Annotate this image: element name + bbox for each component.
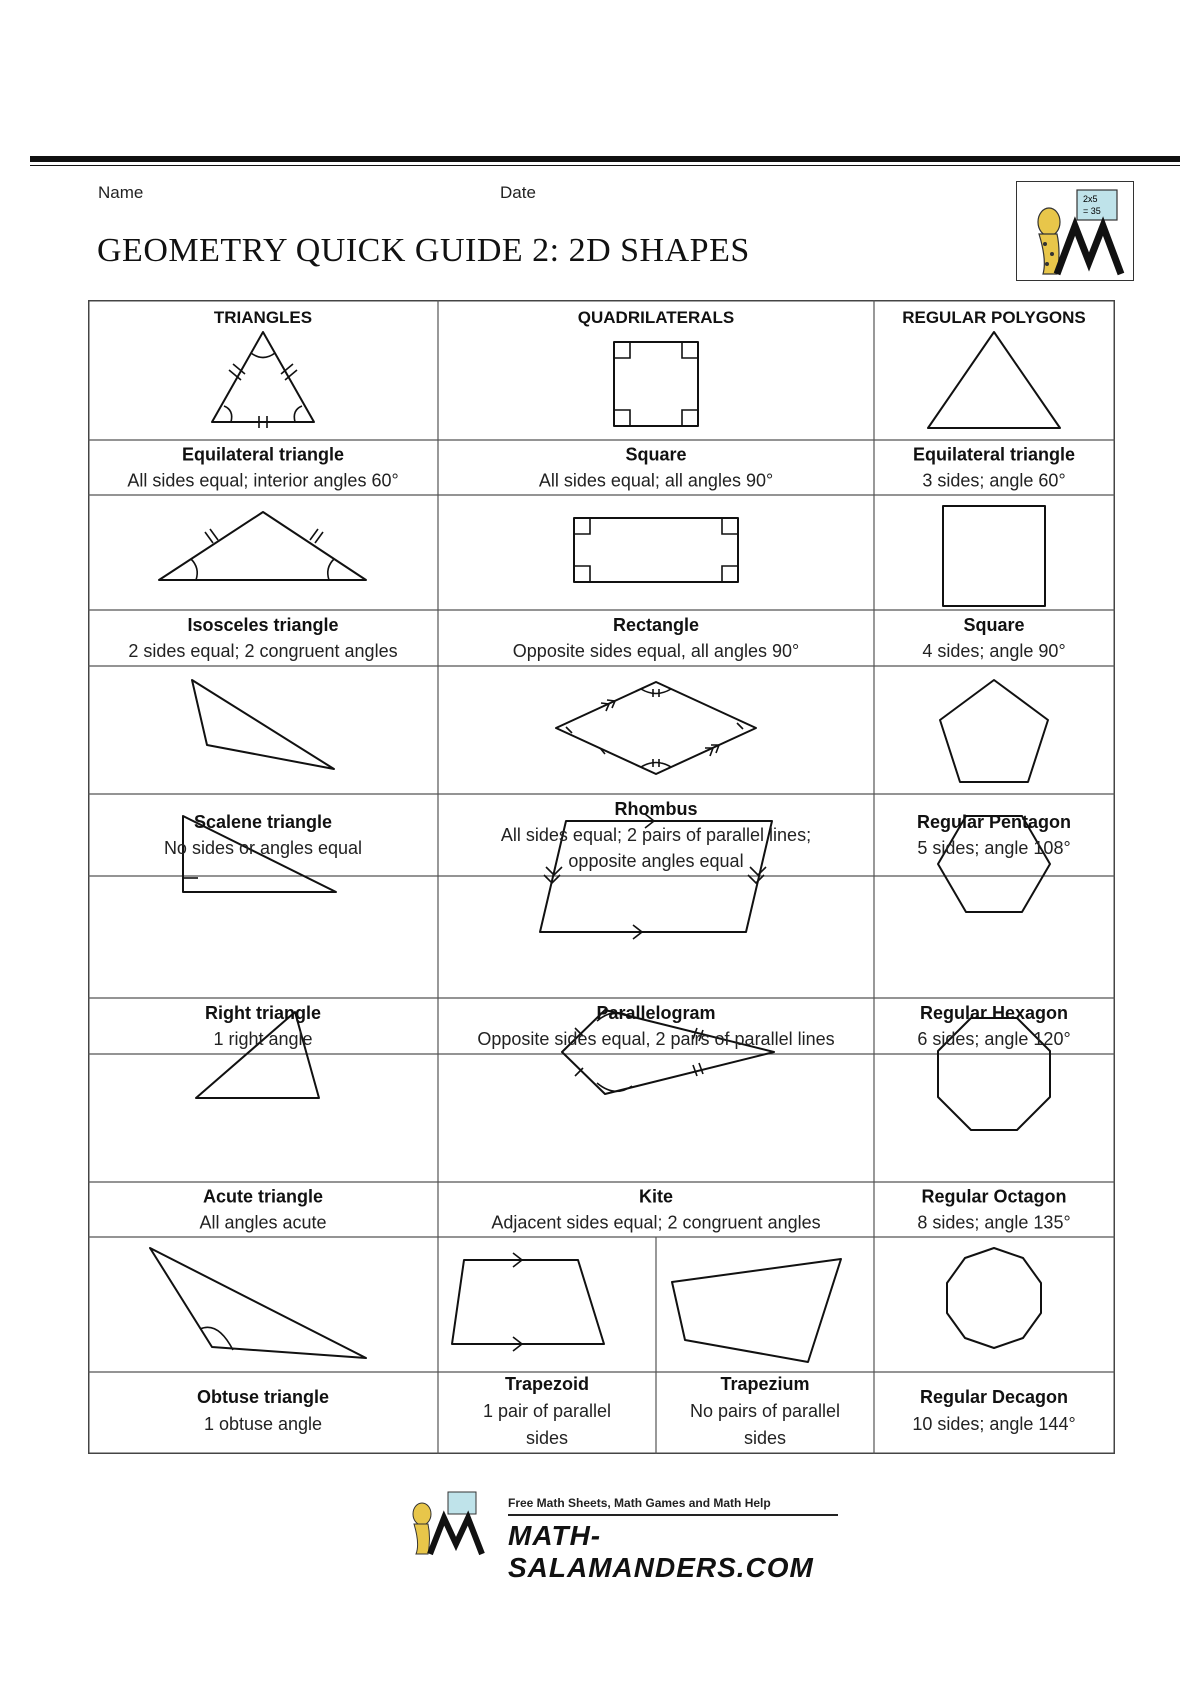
shape-name: Square <box>963 615 1025 635</box>
shape-name: Equilateral triangle <box>912 444 1076 465</box>
name-label: Name <box>98 183 144 202</box>
shape-description: No sides or angles equal <box>163 838 363 858</box>
shape-description: sides <box>525 1428 569 1448</box>
footer-site-name: MATH-SALAMANDERS.COM <box>508 1520 814 1583</box>
shape-name: Square <box>625 444 687 465</box>
logo-text-2: = 35 <box>1083 206 1101 216</box>
shape-name: Regular Decagon <box>919 1387 1069 1407</box>
trapezoid-shape <box>452 1253 604 1351</box>
shape-name: Equilateral triangle <box>181 444 345 465</box>
shape-name: Acute triangle <box>202 1186 324 1207</box>
shape-description: opposite angles equal <box>568 851 744 871</box>
scalene-triangle-shape <box>192 680 334 769</box>
shape-description: 1 obtuse angle <box>203 1414 323 1434</box>
shape-description: 3 sides; angle 60° <box>922 470 1066 491</box>
shape-description: 2 sides equal; 2 congruent angles <box>128 641 398 661</box>
shape-description: sides <box>743 1428 787 1448</box>
shape-name: Rhombus <box>614 799 698 819</box>
shape-description: 6 sides; angle 120° <box>917 1029 1071 1049</box>
footer-tagline: Free Math Sheets, Math Games and Math Help <box>508 1496 771 1510</box>
top-rule-thin <box>30 165 1180 166</box>
shape-description: Adjacent sides equal; 2 congruent angles <box>491 1212 821 1233</box>
shape-description: 8 sides; angle 135° <box>917 1212 1071 1233</box>
shape-description: Opposite sides equal, 2 pairs of parallel lines <box>477 1029 835 1049</box>
m-letter-icon <box>1057 226 1121 274</box>
shape-name: Scalene triangle <box>193 812 333 832</box>
regular-triangle-shape <box>928 332 1060 428</box>
page-title: GEOMETRY QUICK GUIDE 2: 2D SHAPES <box>97 232 750 269</box>
shape-name: Trapezium <box>720 1374 810 1394</box>
square-shape <box>614 342 698 426</box>
shape-name: Isosceles triangle <box>187 615 339 635</box>
equilateral-triangle-shape <box>212 332 314 428</box>
shape-name: Obtuse triangle <box>196 1387 330 1407</box>
header-quadrilaterals: QUADRILATERALS <box>577 308 735 327</box>
shape-description: 1 pair of parallel <box>482 1401 612 1421</box>
footer-rule <box>508 1514 838 1516</box>
salamander-logo <box>1016 181 1134 281</box>
logo-text-1: 2x5 <box>1083 194 1098 204</box>
shape-description: All sides equal; interior angles 60° <box>127 470 399 491</box>
acute-triangle-shape <box>196 1012 319 1098</box>
footer-brand <box>400 1490 860 1583</box>
rhombus-shape <box>556 682 756 774</box>
shape-description: All angles acute <box>199 1212 327 1233</box>
isosceles-triangle-shape <box>159 512 366 580</box>
shape-name: Kite <box>638 1186 674 1207</box>
shape-description: All sides equal; 2 pairs of parallel lines; <box>500 825 812 845</box>
shape-description: All sides equal; all angles 90° <box>538 470 774 491</box>
regular-square-shape <box>943 506 1045 606</box>
shape-description: 5 sides; angle 108° <box>917 838 1071 858</box>
trapezium-shape <box>672 1259 841 1362</box>
shape-description: 4 sides; angle 90° <box>922 641 1066 661</box>
shape-name: Regular Pentagon <box>916 812 1072 832</box>
top-rule <box>30 156 1180 162</box>
salamander-head-icon <box>1038 208 1060 236</box>
shape-name: Regular Hexagon <box>919 1003 1069 1023</box>
shape-description: 1 right angle <box>213 1029 313 1049</box>
shape-name: Right triangle <box>205 1003 321 1023</box>
shape-description: Opposite sides equal, all angles 90° <box>512 641 800 661</box>
footer-salamander-icon <box>400 1490 500 1556</box>
shape-name: Rectangle <box>612 615 700 635</box>
shape-description: No pairs of parallel <box>689 1401 841 1421</box>
header-triangles: TRIANGLES <box>213 308 313 327</box>
shape-description: 10 sides; angle 144° <box>912 1414 1076 1434</box>
shapes-table <box>88 300 1115 1454</box>
header-regular-polygons: REGULAR POLYGONS <box>902 308 1086 327</box>
shape-name: Regular Octagon <box>921 1186 1067 1207</box>
rectangle-shape <box>574 518 738 582</box>
obtuse-triangle-shape <box>150 1248 366 1358</box>
date-label: Date <box>500 183 536 202</box>
shape-name: Parallelogram <box>596 1003 716 1023</box>
regular-pentagon-shape <box>940 680 1048 782</box>
shape-name: Trapezoid <box>504 1374 590 1394</box>
regular-decagon-shape <box>947 1248 1041 1348</box>
